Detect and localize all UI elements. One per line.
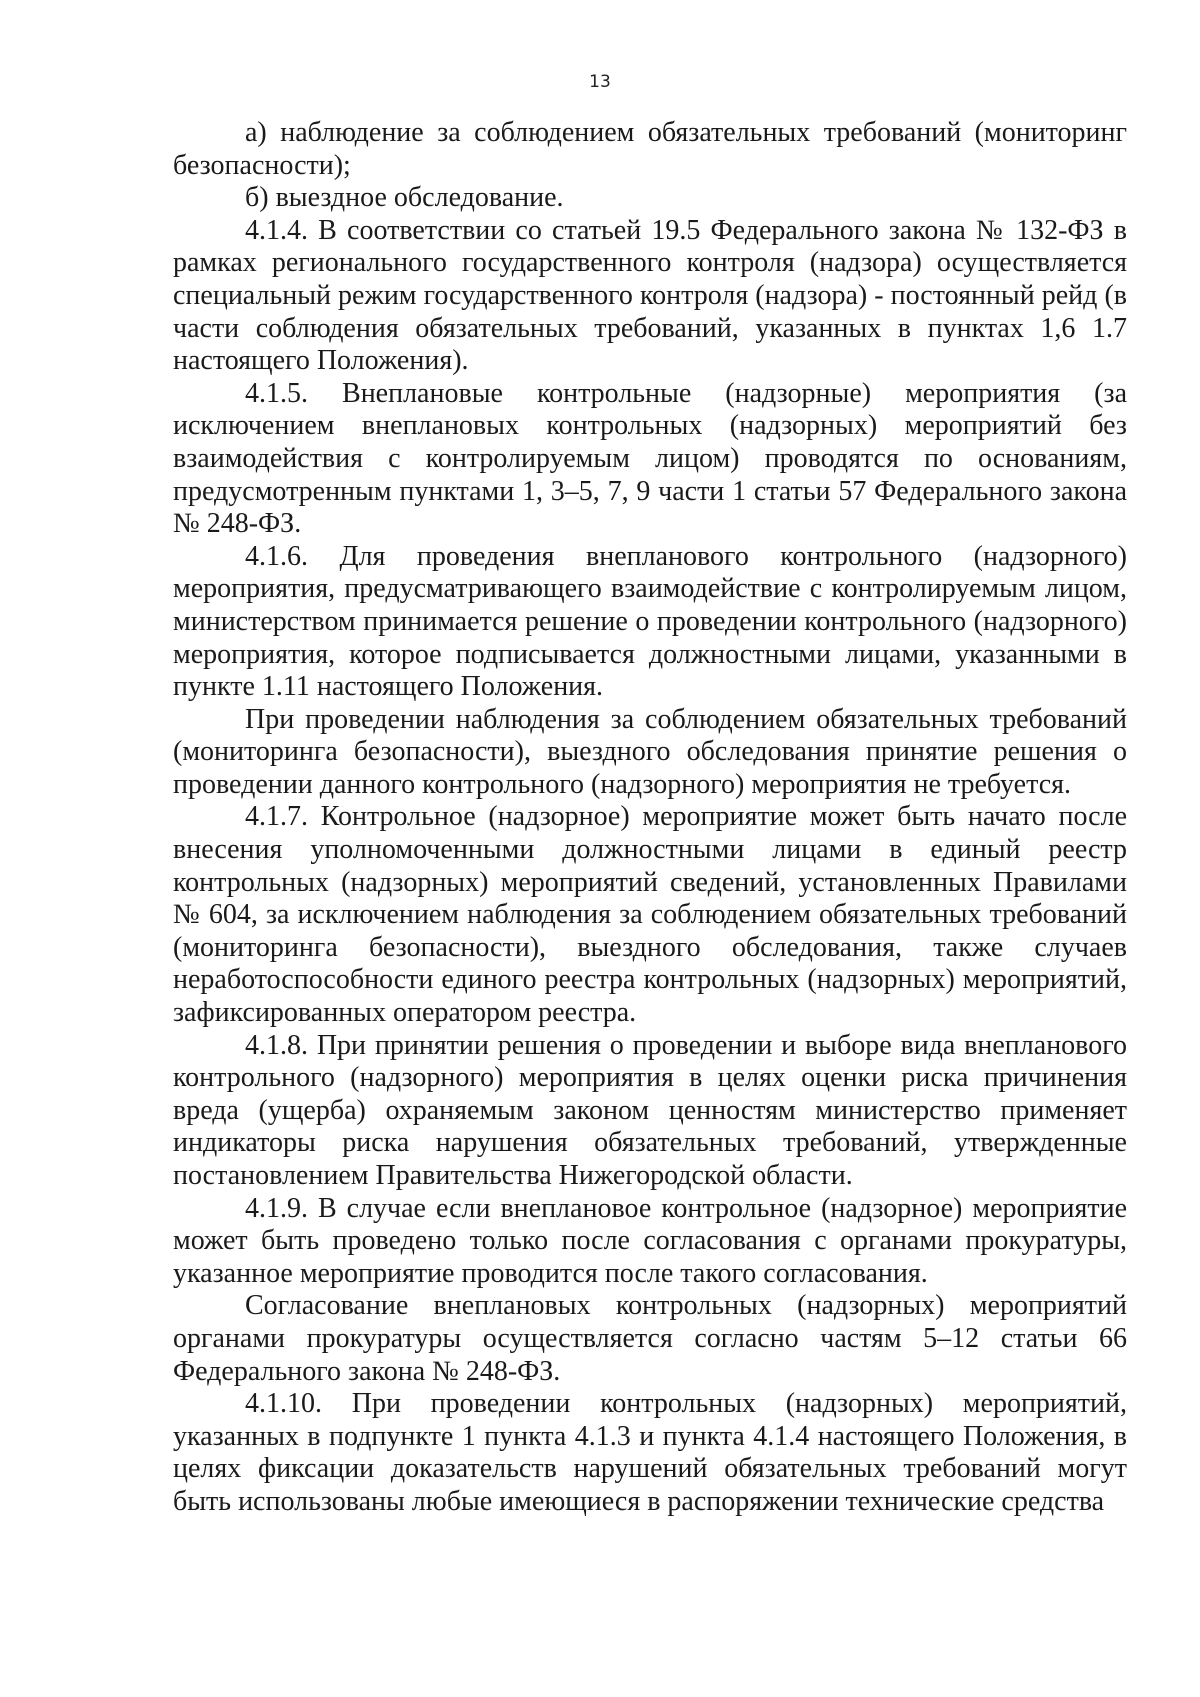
paragraph-4-1-7: 4.1.7. Контрольное (надзорное) мероприятие может быть начато после внесения уполномоченными должностными лицами в единый реестр контрольных (надзорных) мероприятий сведений, установленных Правилами № 604, за исключением наблюдения за соблюдением обязательных требований (мониторинга безопасности), выездного обследования, также случаев неработоспособности единого реестра контрольных (надзорных) мероприятий, зафиксированных оператором реестра. [173,801,1127,1029]
paragraph-4-1-8: 4.1.8. При принятии решения о проведении и выборе вида внепланового контрольного (надзорного) мероприятия в целях оценки риска причинения вреда (ущерба) охраняемым законом ценностям министерство применяет индикаторы риска нарушения обязательных требований, утвержденные постановлением Правительства Нижегородской области. [173,1029,1127,1191]
paragraph-4-1-9: 4.1.9. В случае если внеплановое контрольное (надзорное) мероприятие может быть проведено только после согласования с органами прокуратуры, указанное мероприятие проводится после такого согласования. [173,1192,1127,1289]
paragraph-4-1-4: 4.1.4. В соответствии со статьей 19.5 Федерального закона № 132-ФЗ в рамках регионального государственного контроля (надзора) осуществляется специальный режим государственного контроля (надзора) - постоянный рейд (в части соблюдения обязательных требований, указанных в пунктах 1,6 1.7 настоящего Положения). [173,214,1127,377]
document-body [173,117,1127,1519]
paragraph-b: б) выездное обследование. [245,182,564,214]
paragraph-4-1-10: 4.1.10. При проведении контрольных (надзорных) мероприятий, указанных в подпункте 1 пункта 4.1.3 и пункта 4.1.4 настоящего Положения, в целях фиксации доказательств нарушений обязательных требований могут быть использованы любые имеющиеся в распоряжении технические средства [173,1388,1127,1517]
paragraph-4-1-9-continued: Согласование внеплановых контрольных (надзорных) мероприятий органами прокуратуры осуществляется согласно частям 5–12 статьи 66 Федерального закона № 248-ФЗ. [173,1290,1127,1387]
paragraph-4-1-6-continued: При проведении наблюдения за соблюдением обязательных требований (мониторинга безопасности), выездного обследования принятие решения о проведении данного контрольного (надзорного) мероприятия не требуется. [173,703,1127,800]
paragraph-a: а) наблюдение за соблюдением обязательных требований (мониторинг безопасности); [173,117,1127,181]
paragraph-4-1-6: 4.1.6. Для проведения внепланового контрольного (надзорного) мероприятия, предусматривающего взаимодействие с контролируемым лицом, министерством принимается решение о проведении контрольного (надзорного) мероприятия, которое подписывается должностными лицами, указанными в пункте 1.11 настоящего Положения. [173,540,1127,703]
paragraph-4-1-5: 4.1.5. Внеплановые контрольные (надзорные) мероприятия (за исключением внеплановых контрольных (надзорных) мероприятий без взаимодействия с контролируемым лицом) проводятся по основаниям, предусмотренным пунктами 1, 3–5, 7, 9 части 1 статьи 57 Федерального закона № 248-ФЗ. [173,377,1127,540]
page-number: 13 [589,72,611,92]
